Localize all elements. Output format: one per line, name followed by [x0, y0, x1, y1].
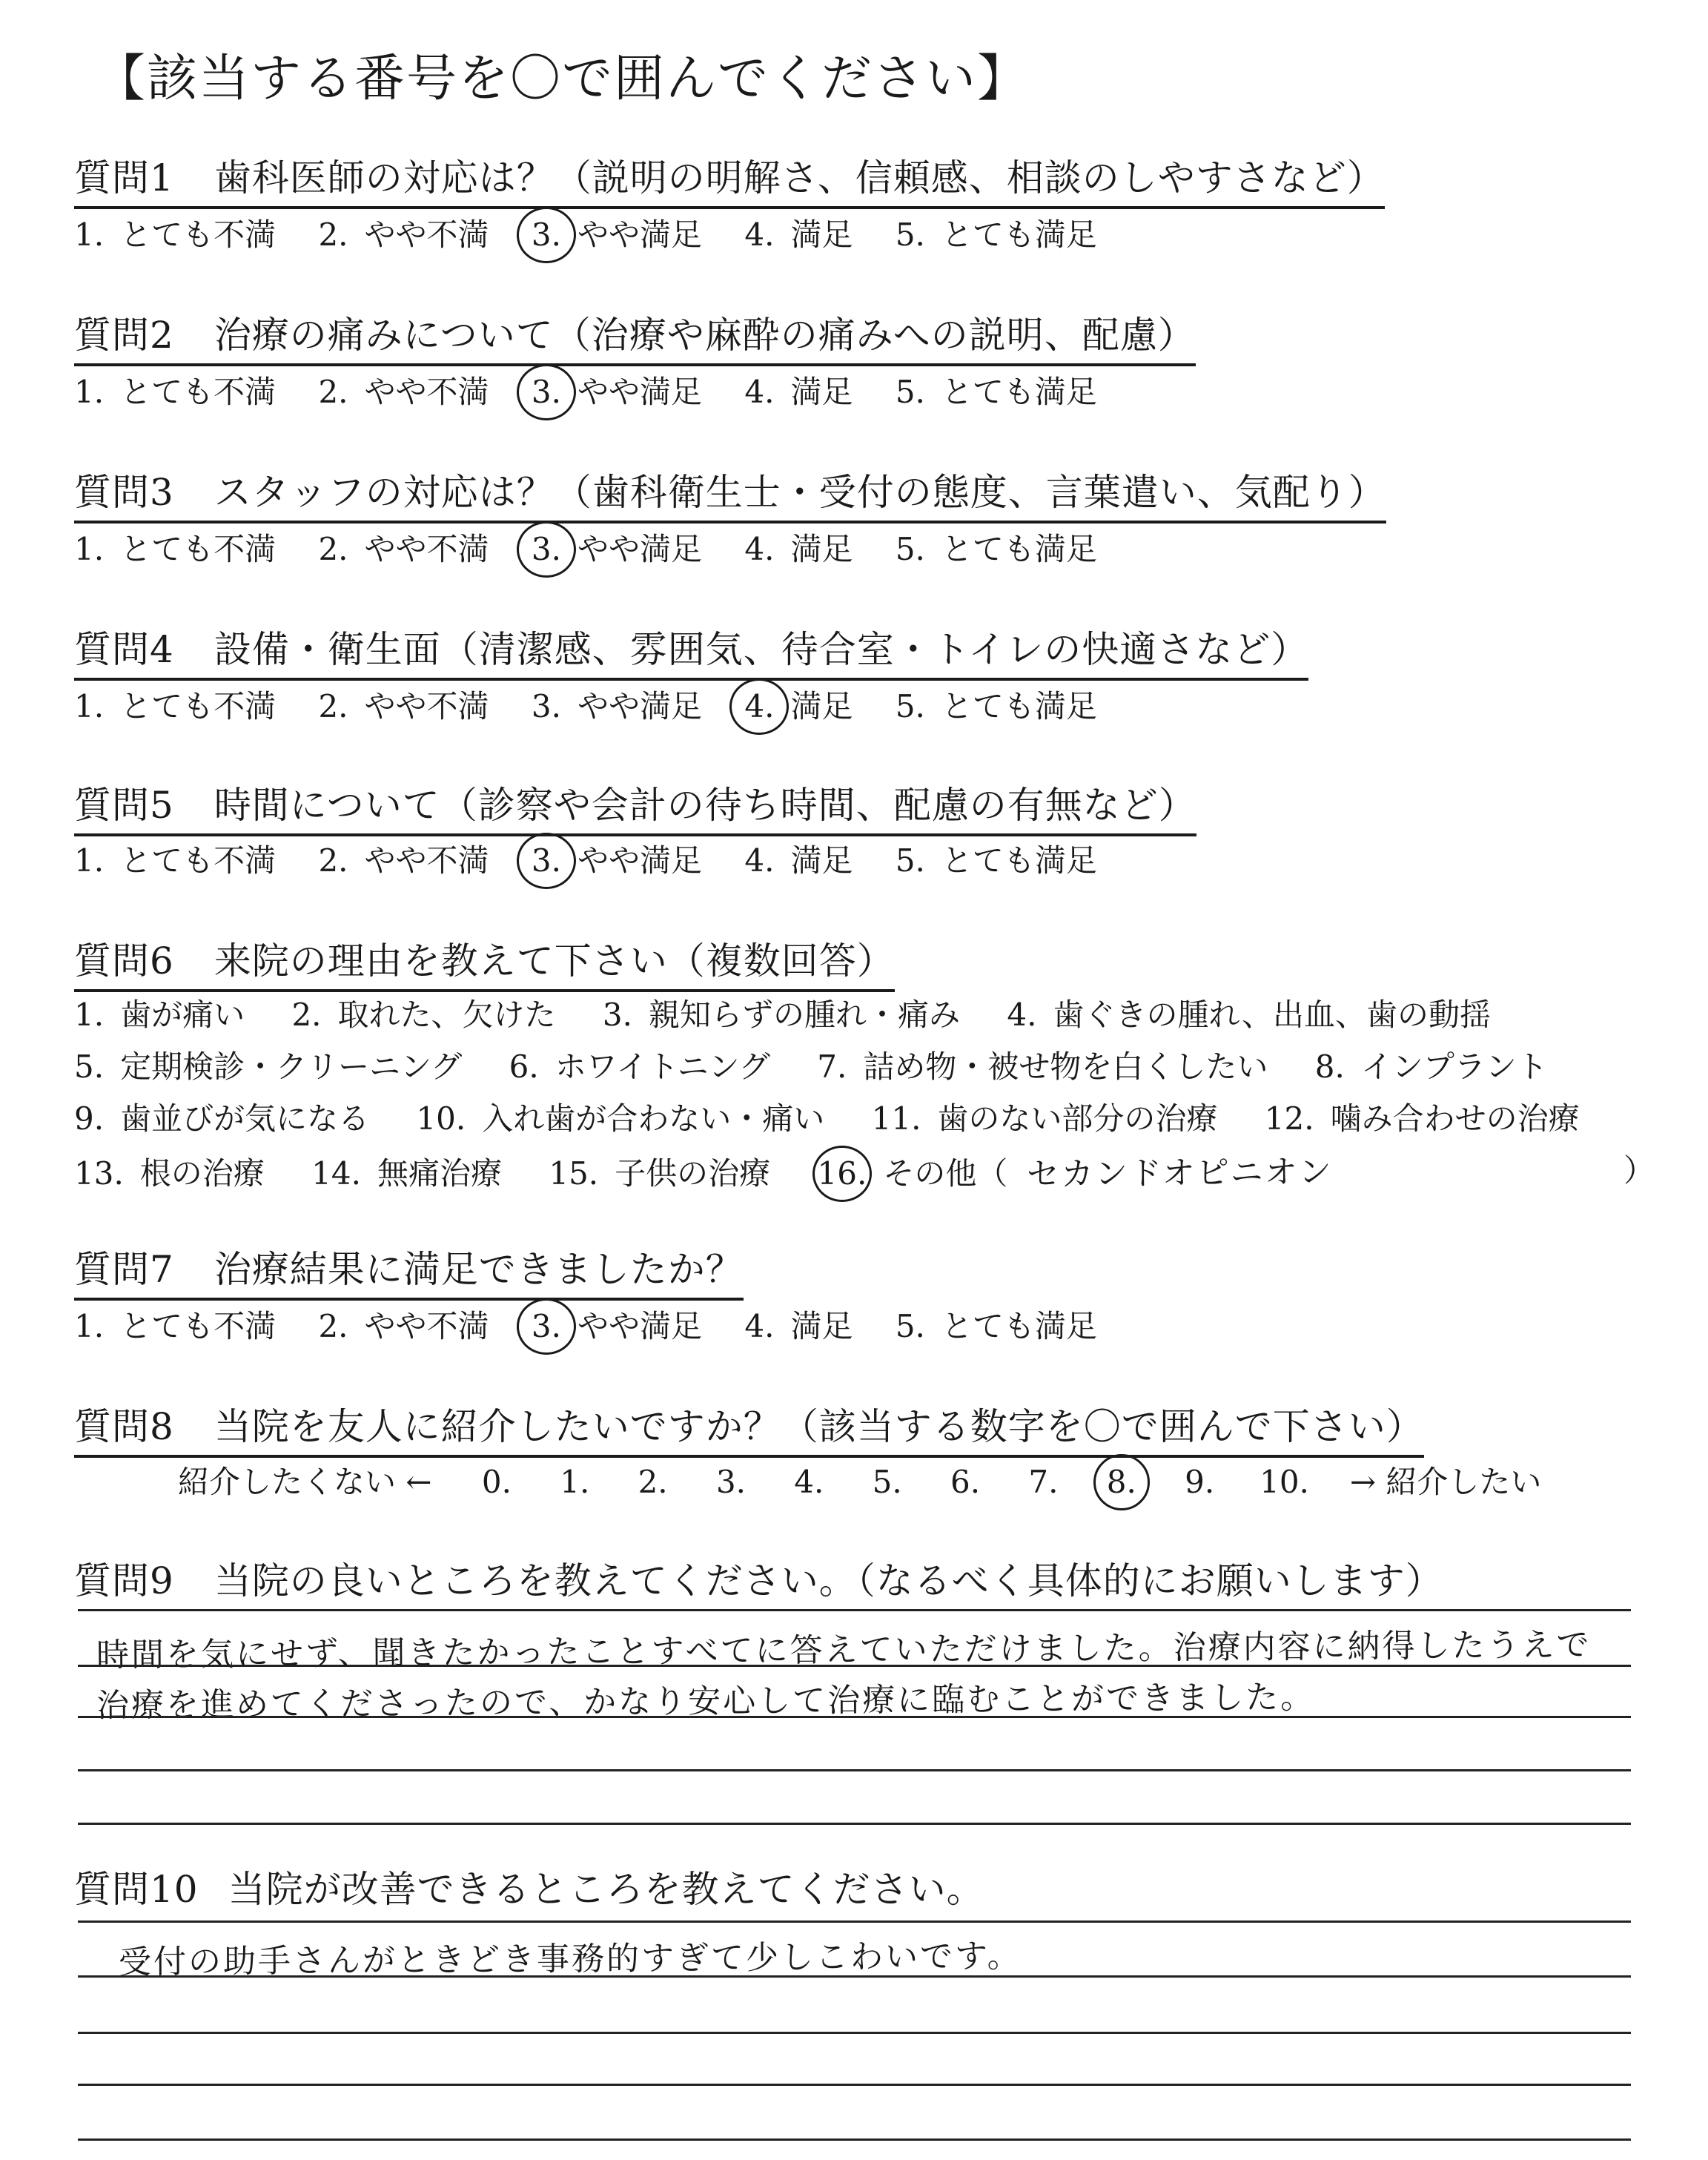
option[interactable]: 2. やや不満	[318, 374, 489, 410]
option[interactable]: 10. 入れ歯が合わない・痛い	[416, 1100, 825, 1137]
option-selected[interactable]: 4. 満足	[744, 688, 853, 724]
answer-line	[78, 1665, 1631, 1667]
question-6-title	[74, 931, 895, 992]
question-label: 質問5	[74, 784, 174, 827]
option[interactable]: 2. 取れた、欠けた	[291, 997, 556, 1033]
option[interactable]: 2. やや不満	[318, 842, 489, 879]
option-selected[interactable]: 3. やや満足	[531, 531, 702, 567]
question-1-options	[74, 211, 1130, 255]
answer-line	[78, 1609, 1631, 1611]
scale-value[interactable]: 9.	[1185, 1464, 1215, 1500]
question-9-title	[74, 1551, 1443, 1605]
question-8-title	[74, 1397, 1424, 1458]
answer-line	[78, 1920, 1631, 1923]
scale-value[interactable]: 0.	[481, 1464, 512, 1500]
answer-line	[78, 1769, 1631, 1771]
question-text: 設備・衛生面（清潔感、雰囲気、待合室・トイレの快適さなど）	[214, 628, 1309, 671]
answer-line	[78, 2138, 1631, 2141]
question-1-title	[74, 148, 1385, 209]
option-selected[interactable]: 3. やや満足	[531, 842, 702, 879]
scale-value[interactable]: 6.	[950, 1464, 981, 1500]
question-text: スタッフの対応は？（歯科衛生士・受付の態度、言葉遣い、気配り）	[214, 471, 1386, 514]
question-6-options-row-4	[74, 1146, 1333, 1194]
question-3-title	[74, 463, 1386, 524]
scale-value-selected[interactable]: 8.	[1088, 1464, 1156, 1500]
option[interactable]: 4. 満足	[744, 217, 853, 253]
answer-line	[78, 1975, 1631, 1978]
option[interactable]: 4. 満足	[744, 842, 853, 879]
question-label: 質問7	[74, 1248, 174, 1291]
answer-9-line-1: 時間を気にせず、聞きたかったことすべてに答えていただけました。治療内容に納得したうえで	[96, 1625, 1592, 1674]
option-selected[interactable]: 16. その他（	[817, 1155, 1008, 1192]
question-5-title	[74, 776, 1196, 836]
option[interactable]: 13. 根の治療	[74, 1155, 265, 1192]
question-6-options-row-1	[74, 991, 1528, 1035]
option[interactable]: 4. 満足	[744, 1308, 853, 1344]
question-text: 歯科医師の対応は？（説明の明解さ、信頼感、相談のしやすさなど）	[214, 156, 1385, 199]
question-text: 治療結果に満足できましたか？	[214, 1248, 744, 1291]
option[interactable]: 12. 噛み合わせの治療	[1264, 1100, 1580, 1137]
option-selected[interactable]: 3. やや満足	[531, 374, 702, 410]
question-label: 質問8	[74, 1405, 174, 1448]
option[interactable]: 6. ホワイトニング	[509, 1048, 770, 1085]
option[interactable]: 4. 歯ぐきの腫れ、出血、歯の動揺	[1007, 997, 1491, 1033]
option[interactable]: 1. とても不満	[74, 688, 277, 724]
question-4-options	[74, 682, 1130, 727]
answer-line	[78, 2084, 1631, 2086]
question-label: 質問9	[74, 1559, 174, 1602]
option[interactable]: 14. 無痛治療	[311, 1155, 502, 1192]
question-text: 当院の良いところを教えてください。（なるべく具体的にお願いします）	[214, 1559, 1443, 1602]
option[interactable]: 2. やや不満	[318, 531, 489, 567]
option[interactable]: 8. インプラント	[1314, 1048, 1548, 1085]
option[interactable]: 4. 満足	[744, 531, 853, 567]
question-label: 質問3	[74, 471, 174, 514]
answer-10-line-1: 受付の助手さんがときどき事務的すぎて少しこわいです。	[118, 1937, 1022, 1981]
scale-value[interactable]: 10.	[1260, 1464, 1309, 1500]
answer-line	[78, 1823, 1631, 1825]
option[interactable]: 2. やや不満	[318, 217, 489, 253]
answer-9-line-2: 治療を進めてくださったので、かなり安心して治療に臨むことができました。	[96, 1678, 1316, 1725]
recommend-scale	[178, 1458, 1541, 1502]
page-title: 【該当する番号を〇で囲んでください】	[95, 50, 1030, 108]
question-7-title	[74, 1240, 744, 1301]
option[interactable]: 1. とても不満	[74, 1308, 277, 1344]
option[interactable]: 2. やや不満	[318, 688, 489, 724]
question-text: 来院の理由を教えて下さい（複数回答）	[214, 939, 895, 982]
option[interactable]: 5. 定期検診・クリーニング	[74, 1048, 463, 1085]
option[interactable]: 5. とても満足	[895, 1308, 1097, 1344]
question-text: 当院を友人に紹介したいですか？（該当する数字を〇で囲んで下さい）	[214, 1405, 1424, 1448]
option[interactable]: 1. とても不満	[74, 531, 277, 567]
question-text: 当院が改善できるところを教えてください。	[228, 1868, 984, 1911]
question-2-title	[74, 305, 1196, 366]
other-close-paren: ）	[1623, 1152, 1655, 1189]
other-reason-handwriting: セカンドオピニオン	[1027, 1153, 1334, 1194]
option[interactable]: 5. とても満足	[895, 688, 1097, 724]
option[interactable]: 3. 親知らずの腫れ・痛み	[602, 997, 960, 1033]
question-2-options	[74, 368, 1130, 412]
question-label: 質問1	[74, 156, 174, 199]
question-6-options-row-2	[74, 1043, 1585, 1087]
option[interactable]: 5. とても満足	[895, 842, 1097, 879]
question-label: 質問6	[74, 939, 174, 982]
option[interactable]: 1. とても不満	[74, 374, 277, 410]
question-3-options	[74, 525, 1130, 569]
scale-value[interactable]: 1.	[560, 1464, 590, 1500]
option-selected[interactable]: 3. やや満足	[531, 217, 702, 253]
question-5-options	[74, 836, 1130, 881]
option[interactable]: 15. 子供の治療	[549, 1155, 771, 1192]
scale-right-label: → 紹介したい	[1349, 1464, 1542, 1500]
question-label: 質問4	[74, 628, 174, 671]
option[interactable]: 5. とても満足	[895, 531, 1097, 567]
scale-value[interactable]: 7.	[1028, 1464, 1059, 1500]
option[interactable]: 5. とても満足	[895, 217, 1097, 253]
scale-value[interactable]: 5.	[872, 1464, 902, 1500]
option[interactable]: 5. とても満足	[895, 374, 1097, 410]
question-10-title	[74, 1860, 984, 1913]
option[interactable]: 4. 満足	[744, 374, 853, 410]
question-7-options	[74, 1302, 1130, 1347]
option[interactable]: 1. 歯が痛い	[74, 997, 245, 1033]
answer-line	[78, 1716, 1631, 1718]
option[interactable]: 3. やや満足	[531, 688, 702, 724]
option[interactable]: 9. 歯並びが気になる	[74, 1100, 370, 1137]
answer-line	[78, 2032, 1631, 2034]
option[interactable]: 1. とても不満	[74, 842, 277, 879]
option[interactable]: 2. やや不満	[318, 1308, 489, 1344]
scale-left-label: 紹介したくない ←	[178, 1464, 432, 1500]
question-label: 質問10	[74, 1868, 199, 1911]
scale-value[interactable]: 3.	[715, 1464, 747, 1500]
question-text: 治療の痛みについて（治療や麻酔の痛みへの説明、配慮）	[214, 314, 1196, 357]
scale-value[interactable]: 4.	[794, 1464, 824, 1500]
question-text: 時間について（診察や会計の待ち時間、配慮の有無など）	[214, 784, 1196, 827]
scale-value[interactable]: 2.	[638, 1464, 668, 1500]
option-selected[interactable]: 3. やや満足	[531, 1308, 702, 1344]
option[interactable]: 11. 歯のない部分の治療	[871, 1100, 1218, 1137]
option[interactable]: 1. とても不満	[74, 217, 277, 253]
question-4-title	[74, 620, 1308, 681]
question-label: 質問2	[74, 314, 174, 357]
option[interactable]: 7. 詰め物・被せ物を白くしたい	[817, 1048, 1268, 1085]
question-6-options-row-3	[74, 1094, 1617, 1139]
